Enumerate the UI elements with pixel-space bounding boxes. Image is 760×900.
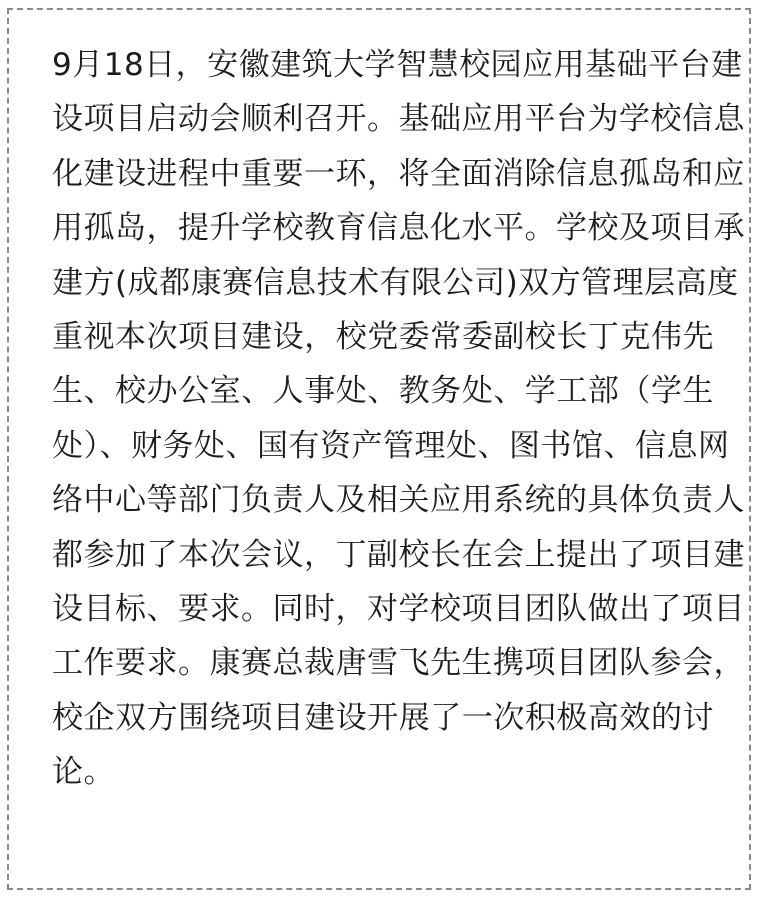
text-line: 设项目启动会顺利召开。基础应用平台为学校信息 [52, 101, 745, 138]
text-line: 化建设进程中重要一环，将全面消除信息孤岛和应 [52, 155, 745, 192]
text-line: 9月18日，安徽建筑大学智慧校园应用基础平台建 [52, 47, 743, 83]
text-line: 建方(成都康赛信息技术有限公司)双方管理层高度 [52, 264, 739, 301]
text-line: 用孤岛，提升学校教育信息化水平。学校及项目承 [52, 210, 745, 247]
text-line: 校企双方围绕项目建设开展了一次积极高效的讨 [52, 699, 714, 736]
text-line: 设目标、要求。同时，对学校项目团队做出了项目 [52, 591, 745, 628]
text-line: 处）、财务处、国有资产管理处、图书馆、信息网 [52, 427, 730, 464]
text-line: 都参加了本次会议，丁副校长在会上提出了项目建 [52, 536, 745, 573]
text-line: 论。 [52, 754, 115, 791]
text-line: 络中心等部门负责人及相关应用系统的具体负责人 [52, 482, 745, 519]
text-line: 重视本次项目建设，校党委常委副校长丁克伟先 [52, 319, 714, 356]
text-line: 生、校办公室、人事处、教务处、学工部（学生 [52, 373, 714, 410]
article-paragraph [52, 38, 745, 800]
text-line: 工作要求。康赛总裁唐雪飞先生携项目团队参会， [52, 645, 745, 682]
